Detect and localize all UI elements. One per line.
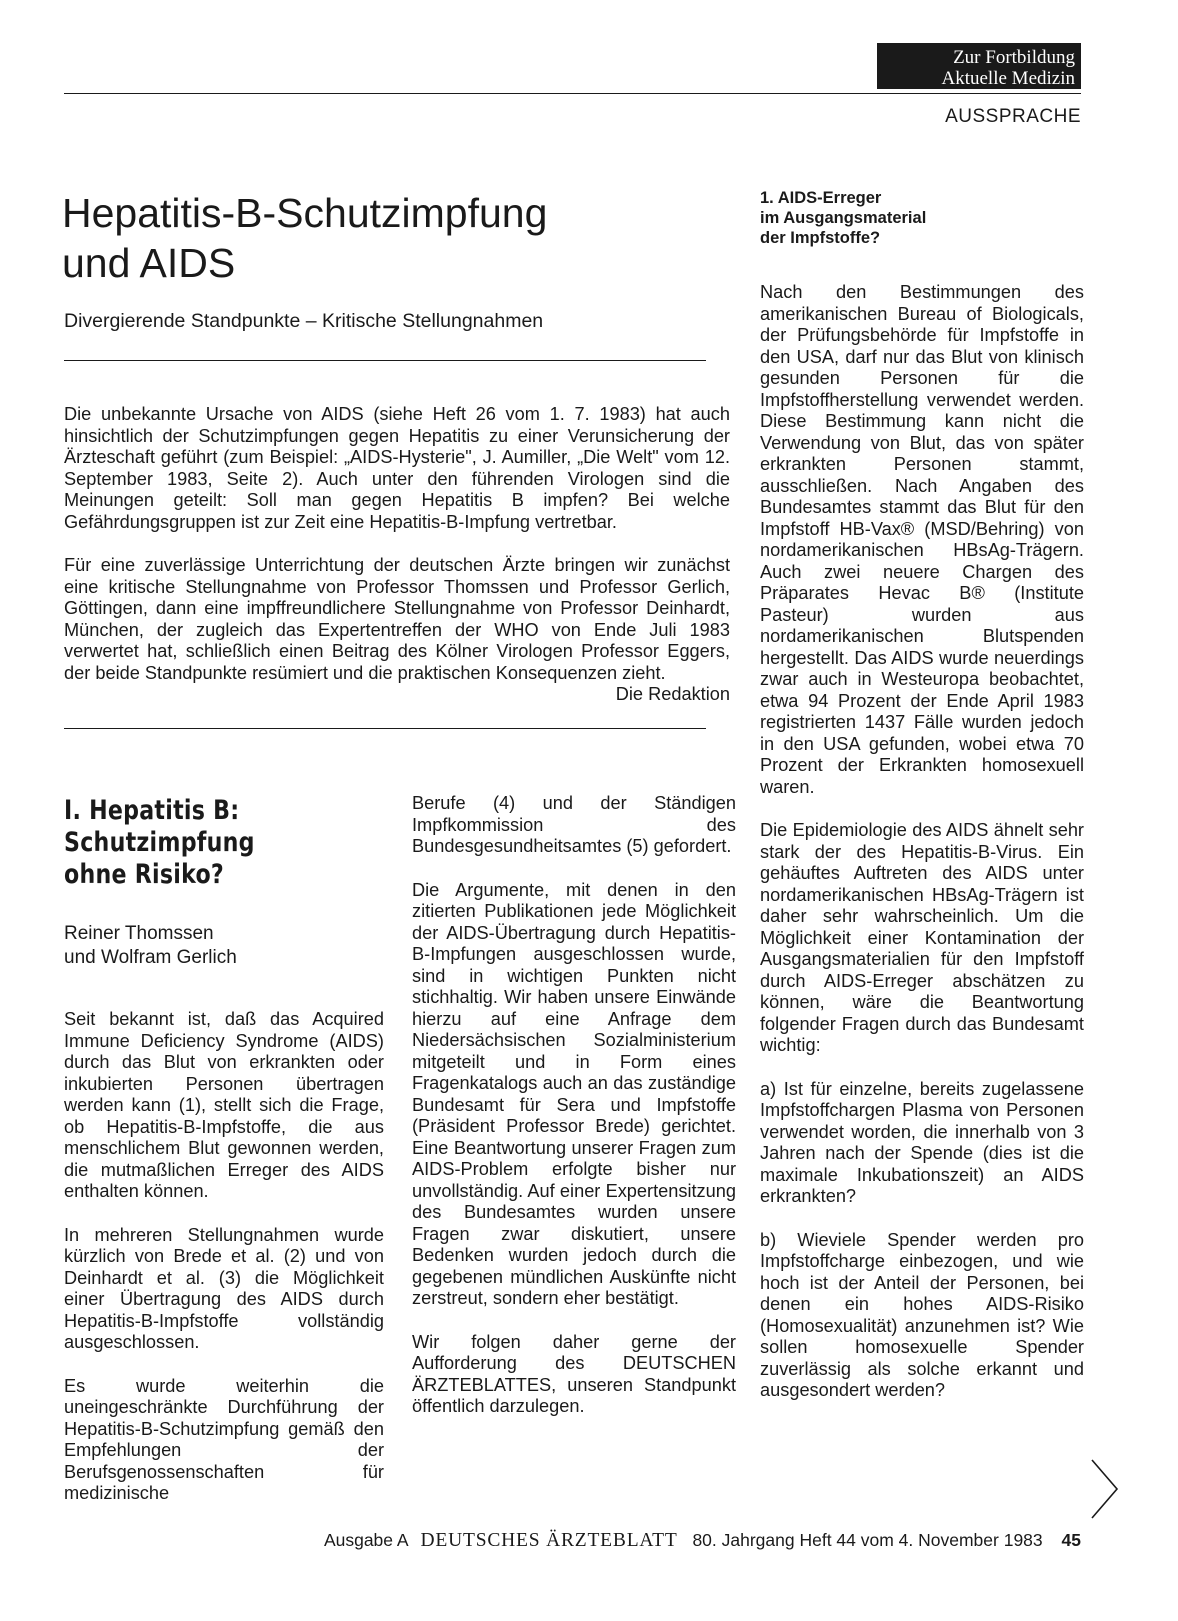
subsection-heading-line: im Ausgangsmaterial (760, 209, 927, 227)
header-rule (64, 93, 1081, 94)
body-column-2 (412, 793, 736, 1440)
body-paragraph: Es wurde weiterhin die uneingeschränkte Durchführung der Hepatitis-B-Schutzimpfung gemäß den Empfehlungen der Berufsgenossenschaften für medizinische (64, 1375, 384, 1503)
title-line-1: Hepatitis-B-Schutzimpfung (62, 190, 548, 236)
subsection-heading-line: der Impfstoffe? (760, 229, 881, 247)
badge-line-2: Aktuelle Medizin (941, 68, 1075, 89)
continue-arrow-icon (1090, 1458, 1120, 1520)
article-title (62, 188, 722, 288)
body-column-3 (760, 188, 1084, 1424)
intro-paragraph: Die unbekannte Ursache von AIDS (siehe Heft 26 vom 1. 7. 1983) hat auch hinsichtlich der Schutzimpfungen gegen Hepatitis zu einer Verunsicherung der Ärzteschaft geführt (zum Beispiel: „AIDS-Hysterie", J. Aumiller, „Die Welt" vom 12. September 1983, Seite 2). Auch unter den führenden Virologen sind die Meinungen geteilt: Soll man gegen Hepatitis B impfen? Bei welche Gefährdungsgruppen ist zur Zeit eine Hepatitis-B-Impfung vertretbar. (64, 404, 730, 532)
badge-line-1: Zur Fortbildung (953, 47, 1075, 68)
body-paragraph: Wir folgen daher gerne der Aufforderung des DEUTSCHEN ÄRZTEBLATTES, unseren Standpunkt öffentlich darzulegen. (412, 1331, 736, 1416)
intro-bottom-rule (64, 728, 706, 729)
body-paragraph: Berufe (4) und der Ständigen Impfkommission des Bundesgesundheitsamtes (5) gefordert. (412, 793, 736, 856)
footer-issue: 80. Jahrgang Heft 44 vom 4. November 1983 (692, 1530, 1043, 1550)
footer-edition: Ausgabe A (323, 1530, 408, 1550)
article-subtitle: Divergierende Standpunkte – Kritische Stellungnahmen (64, 310, 544, 332)
title-line-2: und AIDS (62, 240, 236, 286)
footer-magazine: DEUTSCHES ÄRZTEBLATT (420, 1530, 678, 1551)
body-paragraph: b) Wieviele Spender werden pro Impfstoffcharge einbezogen, und wie hoch ist der Anteil der Personen, bei denen ein hohes AIDS-Risiko (Homosexualität) anzunehmen ist? Wie sollen homosexuelle Spender zuverlässig als solche erkannt und ausgesondert werden? (760, 1229, 1084, 1400)
subsection-heading (760, 188, 1084, 248)
section-title-line: ohne Risiko? (64, 859, 225, 890)
editorial-intro (64, 404, 730, 706)
subsection-heading-line: 1. AIDS-Erreger (760, 189, 882, 207)
author-line: Reiner Thomssen (64, 923, 214, 944)
page-footer (64, 1530, 1081, 1552)
authors (64, 922, 326, 970)
body-paragraph: Seit bekannt ist, daß das Acquired Immune Deficiency Syndrome (AIDS) durch das Blut von erkrankten oder inkubierten Personen übertragen werden kann (1), stellt sich die Frage, ob Hepatitis-B-Impfstoffe, die aus menschlichem Blut gewonnen werden, die mutmaßlichen Erreger des AIDS enthalten können. (64, 1009, 384, 1201)
department-badge (877, 43, 1081, 89)
section-label: AUSSPRACHE (945, 106, 1081, 127)
body-paragraph: In mehreren Stellungnahmen wurde kürzlich von Brede et al. (2) und von Deinhardt et al. (3) die Möglichkeit einer Übertragung des AIDS durch Hepatitis-B-Impfstoffe vollständig ausgeschlossen. (64, 1224, 384, 1352)
section-lead (64, 795, 326, 970)
body-paragraph: a) Ist für einzelne, bereits zugelassene Impfstoffchargen Plasma von Personen verwendet worden, die innerhalb von 3 Jahren nach der Spende (dies ist die maximale Inkubationszeit) an AIDS erkrankten? (760, 1078, 1084, 1206)
body-paragraph: Die Argumente, mit denen in den zitierten Publikationen jede Möglichkeit der AIDS-Übertragung durch Hepatitis-B-Impfungen ausgeschlossen wurde, sind in wichtigen Punkten nicht stichhaltig. Wir haben unsere Einwände hierzu auf eine Anfrage dem Niedersächsischen Sozialministerium mitgeteilt und in Form eines Fragenkatalogs auch an das zuständige Bundesamt für Sera und Impfstoffe (Präsident Professor Brede) gerichtet. Eine Beantwortung unserer Fragen zum AIDS-Problem erfolgte bisher nur unvollständig. Auf einer Expertensitzung des Bundesamtes wurden unsere Fragen zwar diskutiert, unsere Bedenken wurden jedoch durch die gegebenen mündlichen Auskünfte nicht zerstreut, sondern eher bestätigt. (412, 879, 736, 1308)
body-paragraph: Die Epidemiologie des AIDS ähnelt sehr stark der des Hepatitis-B-Virus. Ein gehäuftes Auftreten des AIDS unter nordamerikanischen HBsAg-Trägern ist daher sehr wahrscheinlich. Um die Möglichkeit einer Kontamination der Ausgangsmaterialien für den Impfstoff durch AIDS-Erreger abschätzen zu können, wäre die Beantwortung folgender Fragen durch das Bundesamt wichtig: (760, 820, 1084, 1055)
body-paragraph: Nach den Bestimmungen des amerikanischen Bureau of Biologicals, der Prüfungsbehörde für Impfstoffe in den USA, darf nur das Blut von klinisch gesunden Personen für die Impfstoffherstellung verwendet werden. Diese Bestimmung kann nicht die Verwendung von Blut, das von später erkrankten Personen stammt, ausschließen. Nach Angaben des Bundesamtes stammt das Blut für den Impfstoff HB-Vax® (MSD/Behring) von nordamerikanischen HBsAg-Trägern. Auch zwei neuere Chargen des Präparates Hevac B® (Institute Pasteur) wurden aus nordamerikanischen Blutspenden hergestellt. Das AIDS wurde neuerdings zwar auch in Westeuropa beobachtet, etwa 94 Prozent der Ende April 1983 registrierten 1437 Fälle wurden jedoch in den USA gefunden, wobei etwa 70 Prozent der Erkrankten homosexuell waren. (760, 282, 1084, 797)
section-title-line: Schutzimpfung (64, 827, 255, 858)
page-number: 45 (1061, 1530, 1081, 1550)
editorial-signature: Die Redaktion (615, 684, 730, 704)
author-line: und Wolfram Gerlich (64, 947, 237, 968)
section-title-line: I. Hepatitis B: (64, 795, 240, 826)
section-title (64, 795, 279, 891)
body-column-1 (64, 1009, 384, 1527)
intro-paragraph (64, 555, 730, 704)
intro-top-rule (64, 360, 706, 361)
intro-paragraph-text: Für eine zuverlässige Unterrichtung der deutschen Ärzte bringen wir zunächst eine kritische Stellungnahme von Professor Thomssen und Professor Gerlich, Göttingen, dann eine impffreundlichere Stellungnahme von Professor Deinhardt, München, der zugleich das Expertentreffen der WHO von Ende Juli 1983 verwertet hat, schließlich einen Beitrag des Kölner Virologen Professor Eggers, der beide Standpunkte resümiert und die praktischen Konsequenzen zieht. (64, 555, 730, 683)
